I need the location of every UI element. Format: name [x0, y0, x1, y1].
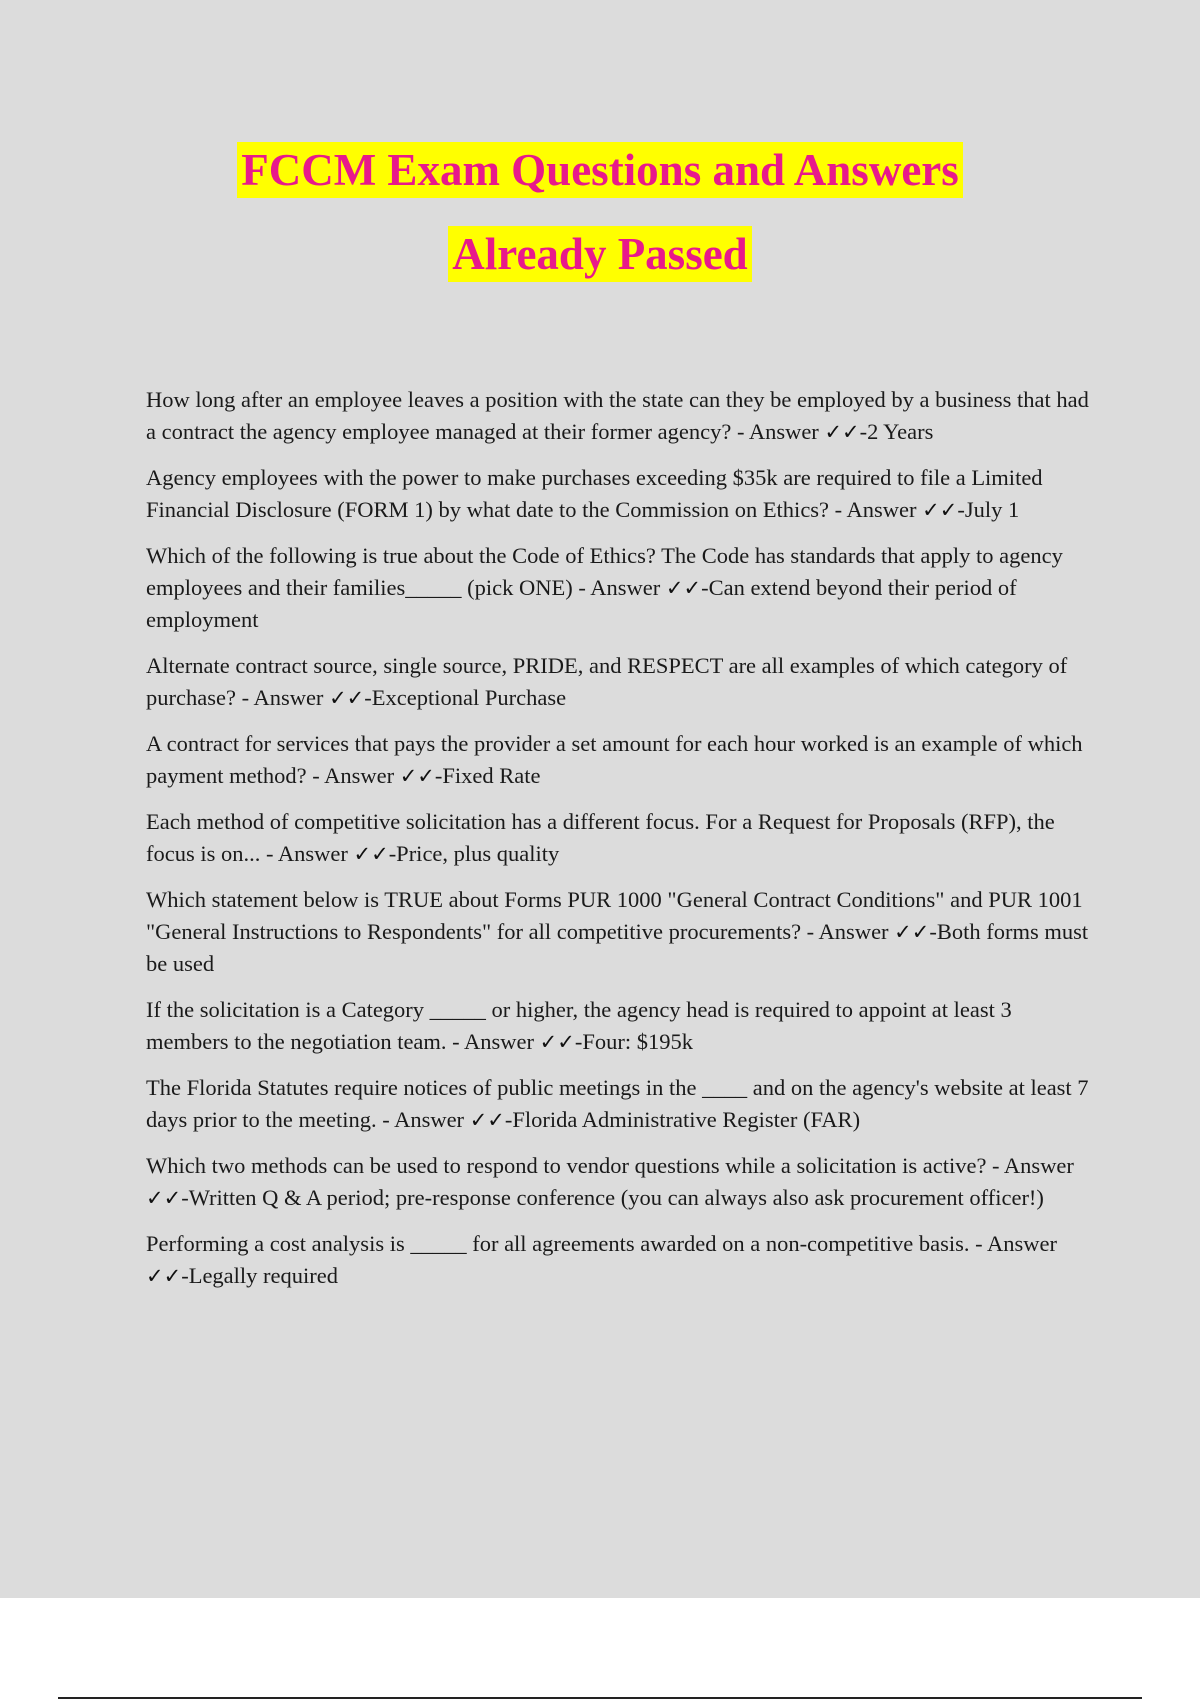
qa-item: [146, 1072, 1091, 1136]
qa-item: [146, 806, 1091, 870]
question-text: How long after an employee leaves a position with the state can they be employed by a business that had a contract the agency employee managed at their former agency? - Answer: [146, 387, 1089, 444]
question-text: Agency employees with the power to make purchases exceeding $35k are required to file a Limited Financial Disclosure (FORM 1) by what date to the Commission on Ethics? - Answer: [146, 465, 1043, 522]
double-check-icon: ✓✓: [894, 920, 930, 944]
qa-list: [146, 384, 1091, 1306]
double-check-icon: ✓✓: [665, 576, 702, 600]
question-text: Which of the following is true about the Code of Ethics? The Code has standards that apply to agency employees and their families_____ (pick ONE) - Answer: [146, 543, 1063, 600]
answer-text: -Price, plus quality: [388, 841, 560, 866]
question-text: Performing a cost analysis is _____ for all agreements awarded on a non-competitive basis. - Answer: [146, 1231, 1058, 1256]
double-check-icon: ✓✓: [922, 498, 958, 522]
question-text: A contract for services that pays the provider a set amount for each hour worked is an example of which payment method? - Answer: [146, 731, 1083, 788]
answer-text: -Both forms must be used: [146, 919, 1089, 976]
answer-text: -Florida Administrative Register (FAR): [504, 1107, 861, 1132]
double-check-icon: ✓✓: [353, 842, 389, 866]
double-check-icon: ✓✓: [146, 1264, 182, 1288]
qa-item: [146, 650, 1091, 714]
page-footer: [0, 1598, 1200, 1700]
qa-item: [146, 384, 1091, 448]
question-text: Which statement below is TRUE about Forms PUR 1000 "General Contract Conditions" and PUR 1001 "General Instructions to Respondents" for all competitive procurements? - Answer: [146, 887, 1083, 944]
title-line-1: FCCM Exam Questions and Answers: [237, 142, 963, 198]
answer-text: -July 1: [957, 497, 1020, 522]
qa-item: [146, 1150, 1091, 1214]
qa-item: [146, 462, 1091, 526]
double-check-icon: ✓✓: [469, 1108, 505, 1132]
question-text: Which two methods can be used to respond to vendor questions while a solicitation is active? - Answer: [146, 1153, 1074, 1178]
double-check-icon: ✓✓: [399, 764, 435, 788]
question-text: The Florida Statutes require notices of public meetings in the ____ and on the agency's website at least 7 days prior to the meeting. - Answer: [146, 1075, 1089, 1132]
title-line-2: Already Passed: [448, 226, 751, 282]
answer-text: -Written Q & A period; pre-response conference (you can always also ask procurement officer!): [181, 1185, 1044, 1210]
qa-item: [146, 884, 1091, 980]
answer-text: -Can extend beyond their period of employment: [146, 575, 1017, 632]
double-check-icon: ✓✓: [329, 686, 365, 710]
answer-text: -Exceptional Purchase: [364, 685, 567, 710]
question-text: If the solicitation is a Category _____ or higher, the agency head is required to appoint at least 3 members to the negotiation team. - Answer: [146, 997, 1012, 1054]
qa-item: [146, 540, 1091, 636]
question-text: Each method of competitive solicitation has a different focus. For a Request for Proposals (RFP), the focus is on... - Answer: [146, 809, 1055, 866]
qa-item: [146, 728, 1091, 792]
answer-text: -2 Years: [859, 419, 934, 444]
document-title: [0, 142, 1200, 310]
double-check-icon: ✓✓: [824, 420, 860, 444]
question-text: Alternate contract source, single source, PRIDE, and RESPECT are all examples of which category of purchase? - Answer: [146, 653, 1068, 710]
double-check-icon: ✓✓: [539, 1030, 575, 1054]
answer-text: -Fixed Rate: [434, 763, 541, 788]
double-check-icon: ✓✓: [146, 1186, 182, 1210]
qa-item: [146, 994, 1091, 1058]
qa-item: [146, 1228, 1091, 1292]
answer-text: -Four: $195k: [574, 1029, 693, 1054]
footer-divider: [58, 1697, 1142, 1699]
answer-text: -Legally required: [181, 1263, 338, 1288]
